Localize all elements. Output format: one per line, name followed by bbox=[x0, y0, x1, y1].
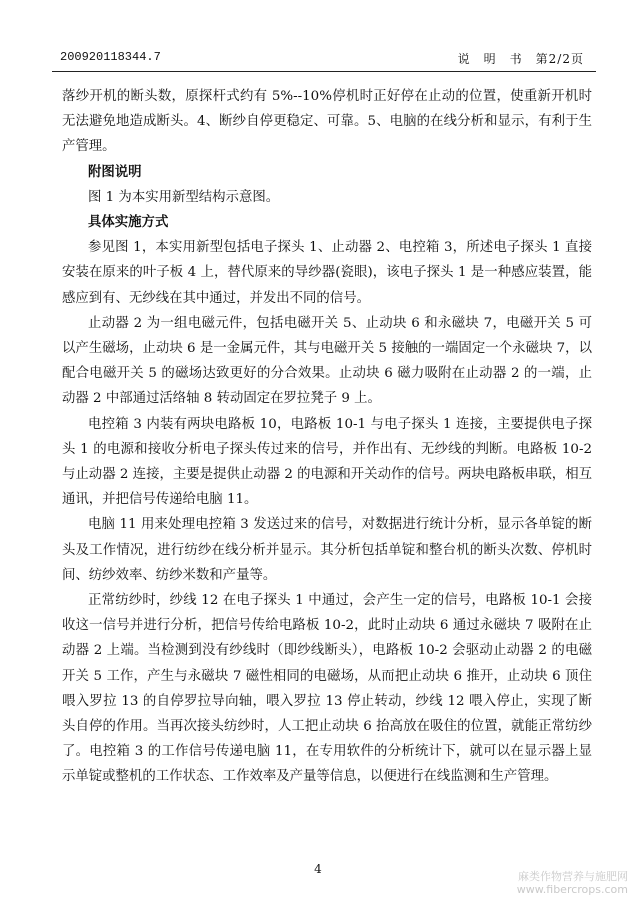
heading-figure-description: 附图说明 bbox=[88, 163, 142, 180]
paragraph-figure-description: 图 1 为本实用新型结构示意图。 bbox=[88, 189, 280, 205]
header-rule bbox=[52, 71, 596, 72]
page-header bbox=[52, 50, 588, 68]
document-body bbox=[62, 84, 592, 790]
paragraph-embodiment-3: 电控箱 3 内装有两块电路板 10，电路板 10-1 与电子探头 1 连接，主要提供电子探头 1 的电源和接收分析电子探头传过来的信号，并作出有、无纱线的判断。电路板 10-2 与止动器 2 连接，主要是提供止动器 2 的电源和开关动作的信号。两块电路板串联，相互通讯，并把信号传递给电脑 11。 bbox=[62, 416, 592, 508]
paragraph-embodiment-2: 止动器 2 为一组电磁元件，包括电磁开关 5、止动块 6 和永磁块 7，电磁开关 5 可以产生磁场，止动块 6 是一金属元件，其与电磁开关 5 接触的一端固定一个永磁块 7，以配合电磁开关 5 的磁场达致更好的分合效果。止动块 6 磁力吸附在止动器 2 的一端，止动器 2 中部通过活络轴 8 转动固定在罗拉凳子 9 上。 bbox=[62, 315, 592, 407]
watermark-line-2: www.fibercrops.com bbox=[516, 883, 628, 896]
watermark-line-1: 麻类作物营养与施肥网 bbox=[518, 870, 628, 883]
paragraph-continued: 落纱开机的断头数，原探杆式约有 5%--10%停机时正好停在止动的位置，使重新开机时无法避免地造成断头。4、断纱自停更稳定、可靠。5、电脑的在线分析和显示，有利于生产管理。 bbox=[62, 89, 592, 155]
paragraph-embodiment-5: 正常纺纱时，纱线 12 在电子探头 1 中通过，会产生一定的信号，电路板 10-1 会接收这一信号并进行分析，把信号传给电路板 10-2，此时止动块 6 通过永磁块 7 吸附在止动器 2 上端。当检测到没有纱线时（即纱线断头），电路板 10-2 会驱动止动器 2 的电磁开关 5 工作，产生与永磁块 7 磁性相同的电磁场，从而把止动块 6 推开，止动块 6 顶住喂入罗拉 13 的自停罗拉导向轴，喂入罗拉 13 停止转动，纱线 12 喂入停止，实现了断头自停的作用。当再次接头纺纱时，人工把止动块 6 抬高放在吸住的位置，就能正常纺纱了。电控箱 3 的工作信号传递电脑 11，在专用软件的分析统计下，就可以在显示器上显示单锭或整机的工作状态、工作效率及产量等信息，以便进行在线监测和生产管理。 bbox=[62, 593, 592, 785]
page-number: 4 bbox=[314, 862, 322, 876]
heading-embodiment: 具体实施方式 bbox=[88, 214, 169, 231]
section-and-page: 说 明 书 第2/2页 bbox=[457, 52, 584, 66]
watermark bbox=[458, 870, 628, 896]
paragraph-embodiment-4: 电脑 11 用来处理电控箱 3 发送过来的信号，对数据进行统计分析，显示各单锭的断头及工作情况，进行纺纱在线分析并显示。其分析包括单锭和整台机的断头次数、停机时间、纺纱效率、纺纱米数和产量等。 bbox=[62, 517, 592, 583]
document-number: 200920118344.7 bbox=[60, 50, 161, 64]
paragraph-embodiment-1: 参见图 1，本实用新型包括电子探头 1、止动器 2、电控箱 3，所述电子探头 1 直接安装在原来的叶子板 4 上，替代原来的导纱器(瓷眼)，该电子探头 1 是一种感应装置，能感应到有、无纱线在其中通过，并发出不同的信号。 bbox=[62, 240, 592, 306]
